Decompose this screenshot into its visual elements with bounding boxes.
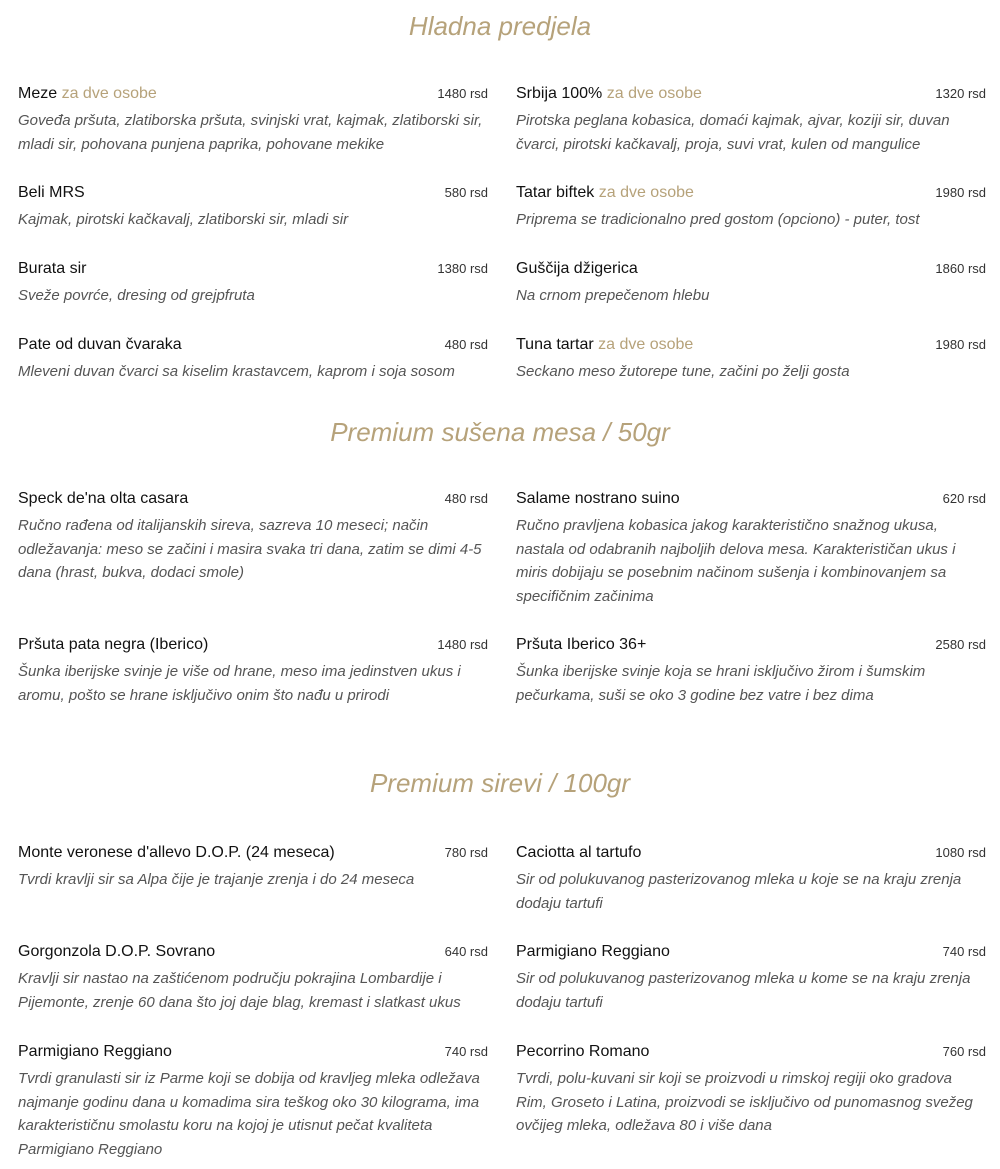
item-price: 760 rsd	[942, 1044, 986, 1059]
item-description: Tvrdi granulasti sir iz Parme koji se dobija od kravljeg mleka odležava najmanje godinu dana u komadima sira teškog oko 30 kilograma, ima karakterističnu smolastu koru na kojoj je utisnut pečat kvaliteta Parmigiano Reggiano	[18, 1070, 480, 1158]
item-price: 1980 rsd	[935, 337, 986, 352]
item-description: Sir od polukuvanog pasterizovanog mleka u koje se na kraju zrenja dodaju tartufi	[516, 871, 962, 912]
item-name: Parmigiano Reggiano	[18, 1043, 172, 1060]
menu-item-parmigiano-reggiano-2	[18, 1043, 488, 1161]
item-name: Pecorrino Romano	[516, 1043, 650, 1060]
item-description: Tvrdi kravlji sir sa Alpa čije je trajanje zrenja i do 24 meseca	[18, 871, 415, 888]
item-name: Burata sir	[18, 260, 87, 277]
item-description: Goveđa pršuta, zlatiborska pršuta, svinjski vrat, kajmak, zlatiborski sir, mladi sir, pohovana punjena paprika, pohovane mekike	[18, 112, 483, 153]
item-price: 1860 rsd	[935, 261, 986, 276]
menu-item-beli-mrs	[18, 184, 488, 232]
item-tag: za dve osobe	[598, 184, 694, 201]
item-price: 620 rsd	[942, 491, 986, 506]
item-name: Salame nostrano suino	[516, 490, 680, 507]
section-title-hladna-predjela: Hladna predjela	[408, 11, 592, 41]
item-price: 640 rsd	[444, 944, 488, 959]
menu-item-caciotta-al-tartufo	[516, 844, 986, 915]
item-tag: za dve osobe	[606, 85, 702, 102]
menu-item-gorgonzola	[18, 943, 488, 1014]
item-description: Ručno rađena od italijanskih sireva, sazreva 10 meseci; način odležavanja: meso se začini i masira svaka tri dana, zatim se dimi 4-5 dana (hrast, bukva, dodaci smole)	[18, 517, 482, 581]
item-price: 1480 rsd	[437, 86, 488, 101]
menu-item-prsuta-pata-negra	[18, 636, 488, 707]
item-tag: za dve osobe	[61, 85, 157, 102]
item-price: 740 rsd	[942, 944, 986, 959]
item-name: Monte veronese d'allevo D.O.P. (24 meseca)	[18, 844, 335, 861]
item-description: Tvrdi, polu-kuvani sir koji se proizvodi u rimskoj regiji oko gradova Rim, Groseto i Latina, proizvodi se isključivo od punomasnog svežeg ovčijeg mleka, odležava 80 i više dana	[516, 1070, 973, 1134]
item-description: Priprema se tradicionalno pred gostom (opciono) - puter, tost	[516, 211, 920, 228]
item-description: Kajmak, pirotski kačkavalj, zlatiborski sir, mladi sir	[18, 211, 349, 228]
item-name: Speck de'na olta casara	[18, 490, 189, 507]
item-price: 2580 rsd	[935, 637, 986, 652]
item-price: 1380 rsd	[437, 261, 488, 276]
menu-item-monte-veronese	[18, 844, 488, 892]
item-description: Mleveni duvan čvarci sa kiselim krastavcem, kaprom i soja sosom	[18, 363, 455, 380]
item-description: Šunka iberijske svinje koja se hrani isključivo žirom i šumskim pečurkama, suši se oko 3 godine bez vatre i bez dima	[516, 663, 926, 704]
menu-item-pecorrino-romano	[516, 1043, 986, 1138]
item-price: 1080 rsd	[935, 845, 986, 860]
item-description: Ručno pravljena kobasica jakog karakteristično snažnog ukusa, nastala od odabranih najboljih delova mesa. Karakterističan ukus i miris dobijaju se posebnim načinom sušenja i kombinovanjem sa specifičnim začinima	[516, 517, 956, 605]
item-price: 1320 rsd	[935, 86, 986, 101]
section-title-premium-sirevi: Premium sirevi / 100gr	[369, 768, 631, 798]
item-name: Parmigiano Reggiano	[516, 943, 670, 960]
item-name: Pršuta Iberico 36+	[516, 636, 647, 653]
item-description: Seckano meso žutorepe tune, začini po želji gosta	[516, 363, 850, 380]
menu-item-prsuta-iberico-36	[516, 636, 986, 707]
item-price: 780 rsd	[444, 845, 488, 860]
item-price: 580 rsd	[444, 185, 488, 200]
item-name: Meze za dve osobe	[18, 85, 157, 102]
section-title-premium-susena-mesa: Premium sušena mesa / 50gr	[330, 417, 670, 447]
menu-item-salame-nostrano-suino	[516, 490, 986, 608]
item-name: Gorgonzola D.O.P. Sovrano	[18, 943, 216, 960]
menu-item-parmigiano-reggiano-1	[516, 943, 986, 1014]
item-name: Pate od duvan čvaraka	[18, 336, 182, 353]
menu-item-burata-sir	[18, 260, 488, 308]
menu-item-tuna-tartar	[516, 336, 986, 384]
item-name: Beli MRS	[18, 184, 85, 201]
item-price: 1980 rsd	[935, 185, 986, 200]
item-price: 740 rsd	[444, 1044, 488, 1059]
item-name: Srbija 100% za dve osobe	[516, 85, 702, 102]
menu-item-srbija-100	[516, 85, 986, 156]
item-price: 1480 rsd	[437, 637, 488, 652]
item-price: 480 rsd	[444, 491, 488, 506]
item-description: Na crnom prepečenom hlebu	[516, 287, 710, 304]
menu-item-speck	[18, 490, 488, 585]
item-name: Tatar biftek za dve osobe	[516, 184, 694, 201]
item-price: 480 rsd	[444, 337, 488, 352]
item-description: Sir od polukuvanog pasterizovanog mleka u kome se na kraju zrenja dodaju tartufi	[516, 970, 971, 1011]
item-description: Kravlji sir nastao na zaštićenom području pokrajina Lombardije i Pijemonte, zrenje 60 dana što joj daje blag, kremast i slatkast ukus	[18, 970, 461, 1011]
menu-item-pate-od-duvan-cvaraka	[18, 336, 488, 384]
item-name: Tuna tartar za dve osobe	[516, 336, 694, 353]
item-description: Pirotska peglana kobasica, domaći kajmak, ajvar, koziji sir, duvan čvarci, pirotski kačkavalj, proja, suvi vrat, kulen od mangulice	[516, 112, 950, 153]
menu-item-guscija-dzigerica	[516, 260, 986, 308]
item-tag: za dve osobe	[598, 336, 694, 353]
menu-item-meze	[18, 85, 488, 156]
item-name: Pršuta pata negra (Iberico)	[18, 636, 209, 653]
item-name: Guščija džigerica	[516, 260, 638, 277]
menu-item-tatar-biftek	[516, 184, 986, 232]
item-description: Sveže povrće, dresing od grejpfruta	[18, 287, 255, 304]
item-name: Caciotta al tartufo	[516, 844, 642, 861]
item-description: Šunka iberijske svinje je više od hrane, meso ima jedinstven ukus i aromu, pošto se hrane isključivo onim što nađu u prirodi	[18, 663, 461, 704]
